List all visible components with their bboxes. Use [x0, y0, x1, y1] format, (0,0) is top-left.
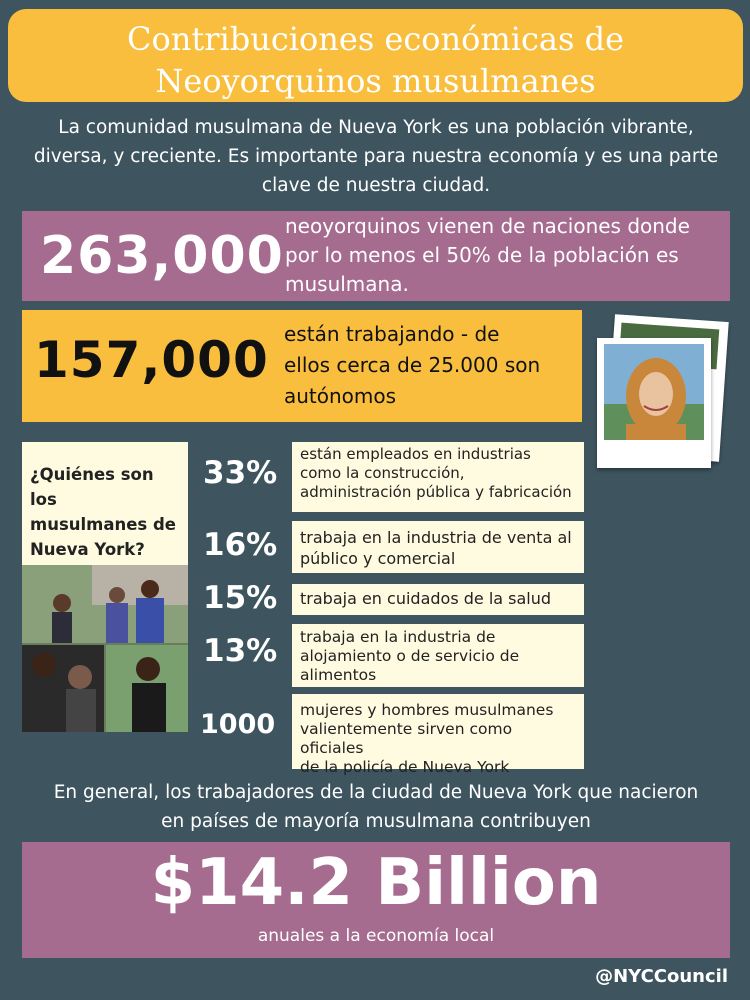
row3-value: 15%: [203, 580, 278, 616]
title-line-2: Neoyorquinos musulmanes: [155, 62, 596, 100]
who-line-1: ¿Quiénes son los: [30, 465, 154, 509]
row3-line-1: trabaja en cuidados de la salud: [300, 589, 552, 608]
who-line-3: Nueva York?: [30, 540, 145, 559]
stat1-line-1: neoyorquinos vienen de naciones donde: [285, 214, 690, 238]
intro-line-1: La comunidad musulmana de Nueva York es una población vibrante,: [58, 117, 694, 138]
stat2-number: 157,000: [34, 331, 269, 389]
general-text: [20, 778, 732, 836]
row4-line-3: alimentos: [300, 666, 377, 684]
stat2-line-1: están trabajando - de: [284, 322, 500, 346]
stat2-line-2: ellos cerca de 25.000 son: [284, 353, 541, 377]
row4-line-2: alojamiento o de servicio de: [300, 647, 520, 665]
stat1-line-2: por lo menos el 50% de la población es: [285, 243, 679, 267]
total-subtitle: anuales a la economía local: [257, 926, 495, 946]
row3-box: [292, 584, 584, 615]
intro-text: [20, 113, 732, 200]
intro-line-3: clave de nuestra ciudad.: [261, 175, 491, 196]
row1-box: [292, 442, 584, 512]
intro-line-2: diversa, y creciente. Es importante para nuestra economía y es una parte: [33, 146, 719, 167]
general-line-1: En general, los trabajadores de la ciudad de Nueva York que nacieron: [53, 782, 699, 803]
row1-line-1: están empleados en industrias: [300, 445, 531, 463]
row1-line-2: como la construcción,: [300, 464, 465, 482]
row2-line-2: público y comercial: [300, 549, 456, 568]
stat1-text: [285, 212, 730, 299]
stat2-text: [284, 319, 574, 412]
community-photo-collage: [22, 565, 188, 732]
stat1-line-3: musulmana.: [285, 272, 409, 296]
row1-line-3: administración pública y fabricación: [300, 483, 572, 501]
stat1-number: 263,000: [40, 226, 284, 286]
row4-value: 13%: [203, 633, 278, 669]
row4-line-1: trabaja en la industria de: [300, 628, 496, 646]
title-banner: [8, 9, 743, 102]
row2-line-1: trabaja en la industria de venta al: [300, 528, 572, 547]
row4-box: [292, 624, 584, 687]
portrait-photo: [604, 344, 704, 440]
stat2-line-3: autónomos: [284, 384, 397, 408]
row5-value: 1000: [200, 709, 276, 740]
title-line-1: Contribuciones económicas de: [127, 20, 624, 58]
who-line-2: musulmanes de: [30, 515, 176, 534]
general-line-2: en países de mayoría musulmana contribuyen: [161, 811, 591, 832]
row5-line-3: de la policía de Nueva York: [300, 758, 510, 776]
row5-line-2: valientemente sirven como oficiales: [300, 720, 513, 757]
row1-value: 33%: [203, 455, 278, 491]
row2-box: [292, 521, 584, 573]
row2-value: 16%: [203, 527, 278, 563]
row5-box: [292, 694, 584, 776]
social-handle: @NYCCouncil: [595, 966, 728, 987]
portrait-illustration: [604, 344, 704, 440]
total-amount: $14.2 Billion: [150, 846, 602, 920]
row5-line-1: mujeres y hombres musulmanes: [300, 701, 554, 719]
who-heading: [30, 462, 180, 562]
collage-illustration: [22, 565, 188, 732]
